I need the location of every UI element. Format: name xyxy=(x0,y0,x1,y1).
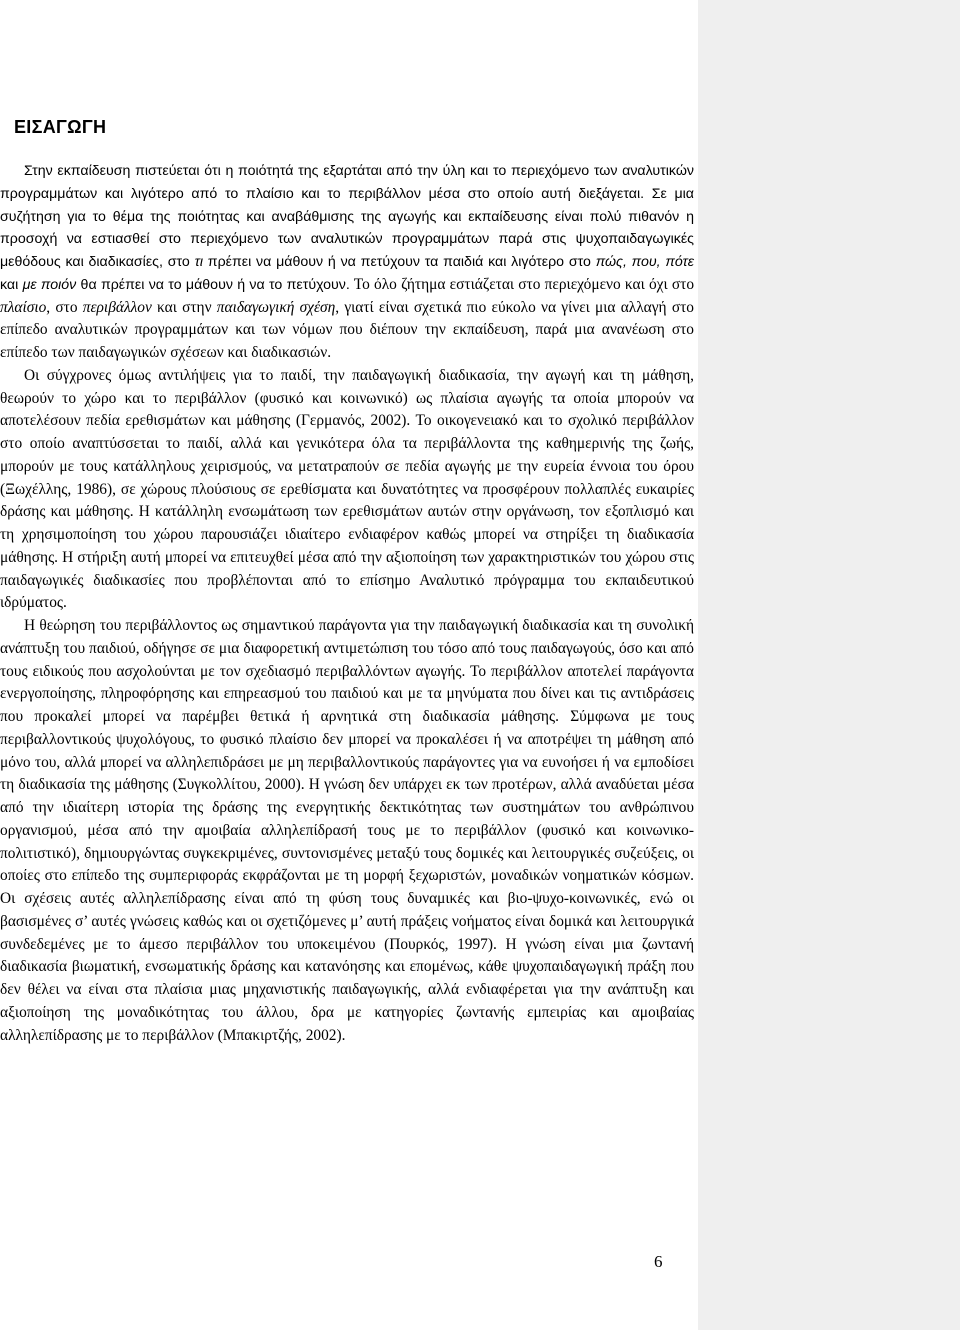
p1-text-4: θα πρέπει να το μάθουν ή να το πετύχουν. xyxy=(76,276,350,293)
p1-text-2: πρέπει να μάθουν ή να πετύχουν τα παιδιά και λιγότερο στο xyxy=(203,254,596,270)
section-heading: ΕΙΣΑΓΩΓΗ xyxy=(14,117,107,137)
p1-text-6: , στο xyxy=(46,298,83,316)
page-number: 6 xyxy=(654,1252,663,1271)
p1-italic-perivallon: περιβάλλον xyxy=(82,298,152,316)
paragraph-1-sans-part xyxy=(0,163,694,293)
p1-text-7: και στην xyxy=(151,298,217,316)
p1-italic-me-poion: με ποιόν xyxy=(22,276,77,293)
p1-italic-paidagogiki-schesi: παιδαγωγική σχέση xyxy=(216,298,336,316)
paragraph-1 xyxy=(0,160,694,365)
side-panel xyxy=(698,0,960,1330)
p1-italic-plaisio: πλαίσιο xyxy=(0,298,47,316)
paragraph-2: Οι σύγχρονες όμως αντιλήψεις για το παιδί, την παιδαγωγική διαδικασία, την αγωγή και τη μάθηση, θεωρούν το χώρο και το περιβάλλον (φυσικό και κοινωνικό) ως πλαίσια αγωγής τα οποία μπορούν να αποτελέσουν πεδία ερεθισμάτων και μάθησης (Γερμανός, 2002). Το οικογενειακό και το σχολικό περιβάλλον στο οποίο αναπτύσσεται το παιδί, αλλά και γενικότερα όλα τα περιβάλλοντα της καθημερινής της ζωής, μπορούν με τους κατάλληλους χειρισμούς, να μετατραπούν σε πεδία αγωγής με την ευρεία έννοια του όρου (Ξωχέλλης, 1986), σε χώρους πλούσιους σε ερεθίσματα και δυνατότητες να προσφέρουν πολλαπλές ευκαιρίες δράσης και μάθησης. Η κατάλληλη ενσωμάτωση των ερεθισμάτων αυτών στην οργάνωση, τον εξοπλισμό και τη χρησιμοποίηση του χώρου παρουσιάζει ιδιαίτερο ενδιαφέρον καθώς μπορεί να στηρίξει τη διαδικασία μάθησης. Η στήριξη αυτή μπορεί να επιτευχθεί μέσα από την αξιοποίηση των χαρακτηριστικών του χώρου στις παιδαγωγικές διαδικασίες που προβλέπονται από το επίσημο Αναλυτικό πρόγραμμα του εκπαιδευτικού ιδρύματος. xyxy=(0,366,694,612)
p1-text-8: , γιατί είναι σχετικά πιο εύκολο να γίνει μια αλλαγή στο επίπεδο αναλυτικών προγραμμάτων και των νόμων που διέπουν την εκπαίδευση, παρά μια ανανέωση στο επίπεδο των παιδαγωγικών σχέσεων και διαδικασιών. xyxy=(0,298,694,361)
p1-italic-pos: πώς, που, πότε xyxy=(595,254,695,270)
p1-italic-ti: τι xyxy=(194,254,204,270)
p1-text-1: Στην εκπαίδευση πιστεύεται ότι η ποιότητά της εξαρτάται από την ύλη και το περιεχόμενο των αναλυτικών προγραμμάτων και λιγότερο από το πλαίσιο και το περιβάλλον μέσα στο οποίο αυτή διεξάγεται. Σε μια συζήτηση για το θέμα της ποιότητας και αναβάθμισης της αγωγής και εκπαίδευσης είναι πολύ πιθανόν η προσοχή να εστιασθεί στο περιεχόμενο των αναλυτικών προγραμμάτων παρά στις ψυχοπαιδαγωγικές μεθόδους και διαδικασίες, στο xyxy=(0,163,694,270)
body-text xyxy=(0,160,694,1047)
p1-text-5: Το όλο ζήτημα εστιάζεται στο περιεχόμενο και όχι στο xyxy=(349,275,695,293)
paragraph-3: Η θεώρηση του περιβάλλοντος ως σημαντικού παράγοντα για την παιδαγωγική διαδικασία και τη συνολική ανάπτυξη του παιδιού, οδήγησε σε μια διαφορετική αντιμετώπιση του τόσο από τους παιδαγωγούς, όσο και από τους ειδικούς που ασχολούνται με τον σχεδιασμό περιβαλλόντων αγωγής. Το περιβάλλον αποτελεί παράγοντα ενεργοποίησης, πληροφόρησης και επηρεασμού του παιδιού και με τα μηνύματα που δίνει και τις αντιδράσεις που προκαλεί μπορεί να παρέμβει θετικά ή αρνητικά στη διαδικασία μάθησης. Σύμφωνα με τους περιβαλλοντικούς ψυχολόγους, το φυσικό πλαίσιο δεν μπορεί να προκαλέσει ή να αποτρέψει τη μάθηση από μόνο του, αλλά μπορεί να αλληλεπιδράσει με μη περιβαλλοντικούς παράγοντες για να ευνοήσει ή να εμποδίσει τη διαδικασία της μάθησης (Συγκολλίτου, 2000). Η γνώση δεν υπάρχει εκ των προτέρων, αλλά αναδύεται μέσα από την ιδιαίτερη ιστορία της δράσης της ενεργητικής δεκτικότητας των συστημάτων του ανθρώπινου οργανισμού, μέσα από την αμοιβαία αλληλεπίδρασή τους με το περιβάλλον (φυσικό και κοινωνικο-πολιτιστικό), δημιουργώντας συγκεκριμένες, συντονισμένες μεταξύ τους δομικές και λειτουργικές συζεύξεις, οι οποίες στο επίπεδο της συμπεριφοράς εκφράζονται με τη μορφή ξεχωριστών, μοναδικών νοηματικών κόσμων. Οι σχέσεις αυτές αλληλεπίδρασης είναι από τη φύση τους δυναμικές και βιο-ψυχο-κοινωνικές, ενώ οι βασισμένες σ’ αυτές γνώσεις καθώς και οι σχετιζόμενες μ’ αυτή πράξεις νοήματος είναι δομικά και λειτουργικά συνδεδεμένες με το άμεσο περιβάλλον του υποκειμένου (Πουρκός, 1997). Η γνώση είναι μια ζωντανή διαδικασία βιωματική, ενσωματικής δράσης και κατανόησης και επομένως, κάθε ψυχοπαιδαγωγική πράξη που δεν θέλει να είναι στα πλαίσια μιας μηχανιστικής παιδαγωγικής, αλλά ενδιαφέρεται για την ανάπτυξη και αξιοποίηση της μοναδικότητας του άλλου, δρα με κατηγορίες ζωντανής εμπειρίας και αμοιβαίας αλληλεπίδρασης με το περιβάλλον (Μπακιρτζής, 2002). xyxy=(0,617,694,1044)
p1-text-3: και xyxy=(0,276,23,293)
